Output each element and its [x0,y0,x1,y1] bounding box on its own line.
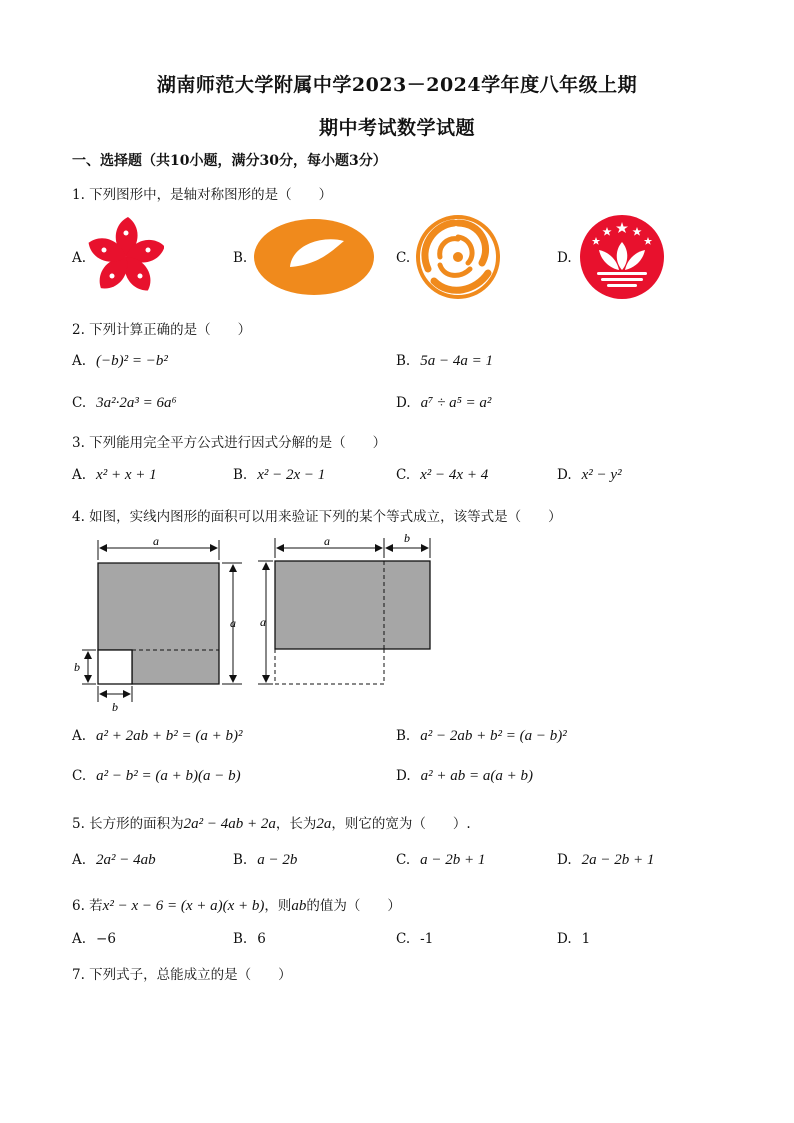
q6-option-a-label: A. [72,931,87,947]
q2-option-d-text: a⁷ ÷ a⁵ = a² [420,395,492,411]
q2-option-d [396,395,491,412]
area-figure [70,530,450,720]
q4-option-d [396,768,533,785]
q5-option-c [396,852,485,869]
right-side-a-label: a [260,615,266,629]
q6-stem-mid: ，则 [264,898,292,914]
q2-option-a-label: A. [72,353,87,369]
right-top-b-label: b [404,531,410,545]
q1-option-c-label: C. [396,250,411,266]
q2-option-d-label: D. [396,395,411,411]
question-3-stem: 3. 下列能用完全平方公式进行因式分解的是（ ） [72,435,387,451]
q6-target: ab [291,898,307,914]
q5-stem-after: ，则它的宽为（ ）. [331,816,471,832]
right-top-a-label: a [324,534,330,548]
q3-option-c-label: C. [396,467,411,483]
q2-option-b [396,353,493,370]
q2-option-b-label: B. [396,353,411,369]
q3-option-c [396,467,488,484]
left-figure [74,534,242,714]
q4-option-b [396,728,567,745]
q4-option-a [72,728,243,745]
q6-option-b-label: B. [233,931,248,947]
q4-option-d-text: a² + ab = a(a + b) [420,768,533,784]
bauhinia-flag-icon [88,213,164,299]
q5-stem-mid: ，长为 [275,816,317,832]
q2-option-a [72,353,168,370]
orange-ring-icon [252,215,376,299]
q5-option-b-label: B. [233,852,248,868]
q6-stem-after: 的值为（ ） [306,898,401,914]
q2-option-c-text: 3a²·2a³ = 6a⁶ [96,395,177,411]
q3-option-b-label: B. [233,467,248,483]
question-7-stem: 7. 下列式子，总能成立的是（ ） [72,967,292,983]
q5-option-b-text: a − 2b [257,852,298,868]
left-right-a-label: a [230,616,236,630]
phoenix-swirl-icon [414,213,502,301]
q6-option-d-label: D. [557,931,572,947]
question-2-stem: 2. 下列计算正确的是（ ） [72,322,252,338]
q5-option-d-text: 2a − 2b + 1 [581,852,655,868]
q5-option-c-label: C. [396,852,411,868]
q4-option-b-text: a² − 2ab + b² = (a − b)² [420,728,567,744]
q2-option-a-text: (−b)² = −b² [96,353,168,369]
q3-option-d-text: x² − y² [581,467,622,483]
question-6-stem [72,894,401,915]
q5-stem-before: 5. 长方形的面积为 [72,816,184,832]
q4-option-c [72,768,241,785]
q3-option-a [72,467,157,484]
q5-option-d [557,852,654,869]
left-top-a-label: a [153,534,159,548]
q4-option-a-label: A. [72,728,87,744]
q6-option-a-text: −6 [96,931,116,947]
q6-stem-before: 6. 若 [72,898,103,914]
question-5-stem [72,812,471,833]
q4-option-c-text: a² − b² = (a + b)(a − b) [96,768,241,784]
q6-option-d-text: 1 [581,931,591,947]
q4-option-c-label: C. [72,768,87,784]
question-4-stem: 4. 如图，实线内图形的面积可以用来验证下列的某个等式成立，该等式是（ ） [72,509,562,525]
q3-option-c-text: x² − 4x + 4 [420,467,489,483]
q6-option-d [557,931,590,947]
q5-area: 2a² − 4ab + 2a [183,816,276,832]
q5-option-a-label: A. [72,852,87,868]
q5-length: 2a [316,816,332,832]
q3-option-a-text: x² + x + 1 [96,467,157,483]
q5-option-d-label: D. [557,852,572,868]
right-figure [258,531,430,684]
q2-option-b-text: 5a − 4a = 1 [420,353,493,369]
q5-option-a [72,852,156,869]
left-bottom-b-label: b [112,700,118,714]
q3-option-d [557,467,622,484]
q6-option-b-text: 6 [257,931,266,947]
q3-option-a-label: A. [72,467,87,483]
q3-option-b-text: x² − 2x − 1 [257,467,326,483]
q4-option-b-label: B. [396,728,411,744]
q6-option-c [396,931,433,947]
q1-option-a-label: A. [72,250,87,266]
q6-option-c-text: -1 [420,931,434,947]
q1-option-b-label: B. [233,250,248,266]
q6-option-c-label: C. [396,931,411,947]
q6-equation: x² − x − 6 = (x + a)(x + b) [102,898,265,914]
q2-option-c [72,395,177,412]
question-1-stem: 1. 下列图形中，是轴对称图形的是（ ） [72,187,333,203]
left-side-b-label: b [74,660,80,674]
q6-option-a [72,931,116,947]
q5-option-a-text: 2a² − 4ab [96,852,156,868]
lotus-emblem-icon [579,214,665,300]
q4-option-d-label: D. [396,768,411,784]
q2-option-c-label: C. [72,395,87,411]
section-heading: 一、选择题（共10小题，满分30分，每小题3分） [72,153,387,169]
q3-option-b [233,467,325,484]
exam-subtitle: 期中考试数学试题 [318,117,475,139]
q4-option-a-text: a² + 2ab + b² = (a + b)² [96,728,243,744]
q1-option-d-label: D. [557,250,572,266]
exam-title: 湖南师范大学附属中学2023－2024学年度八年级上期 [156,74,638,96]
q3-option-d-label: D. [557,467,572,483]
q5-option-c-text: a − 2b + 1 [420,852,486,868]
q6-option-b [233,931,266,947]
q5-option-b [233,852,297,869]
